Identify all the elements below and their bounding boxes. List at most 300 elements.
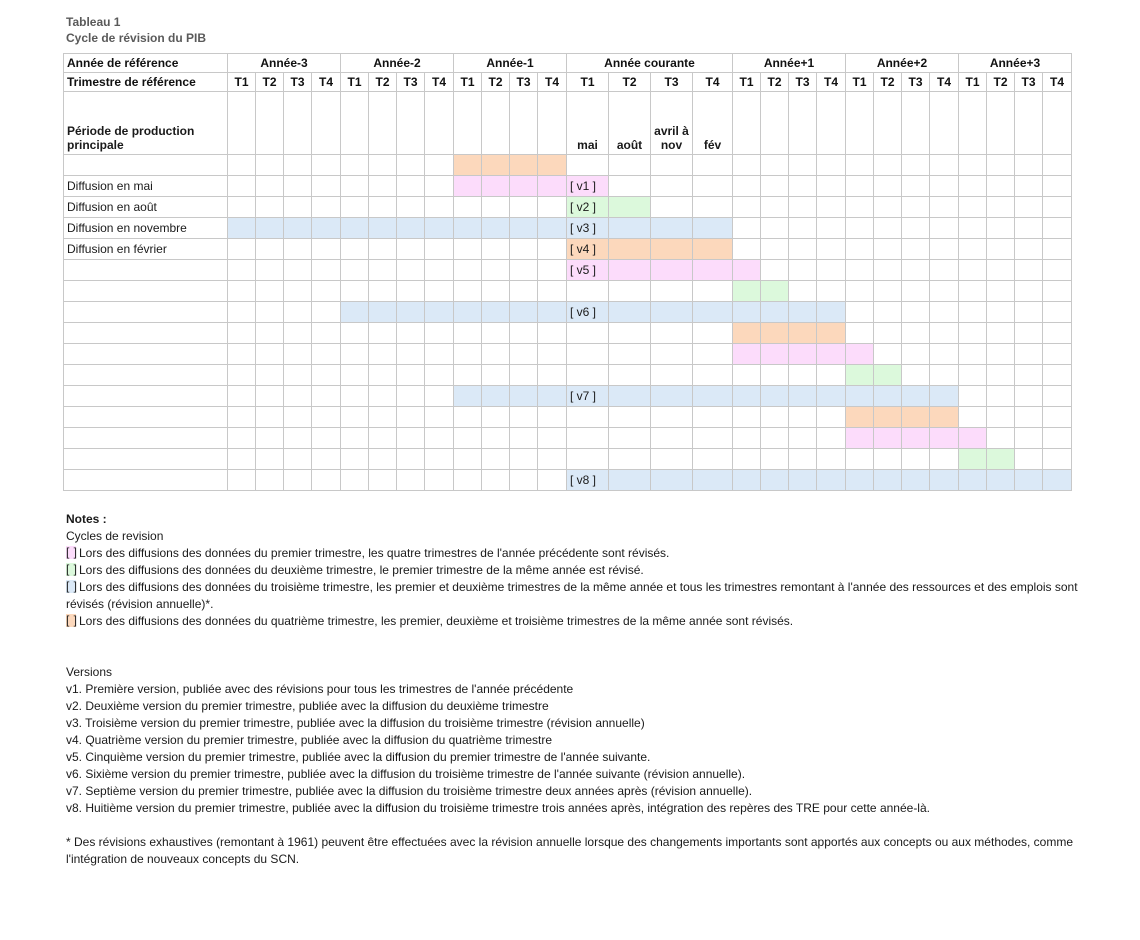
grid-cell: [369, 428, 397, 449]
grid-cell: [312, 260, 341, 281]
grid-cell: [510, 197, 538, 218]
grid-cell: [987, 197, 1015, 218]
grid-cell: [482, 218, 510, 239]
grid-cell: [538, 428, 567, 449]
grid-cell: [425, 155, 454, 176]
grid-cell: [902, 407, 930, 428]
grid-cell: [609, 449, 651, 470]
grid-cell: [959, 323, 987, 344]
quarter-header: T2: [874, 73, 902, 92]
grid-cell: [284, 176, 312, 197]
grid-cell: [902, 239, 930, 260]
production-cell: avril à nov: [651, 92, 693, 155]
grid-cell: [930, 449, 959, 470]
quarter-header-row: [64, 73, 1072, 92]
grid-cell: [651, 365, 693, 386]
grid-cell: [256, 386, 284, 407]
grid-cell: [425, 344, 454, 365]
grid-cell: [284, 407, 312, 428]
grid-cell: [693, 470, 733, 491]
grid-cell: [987, 449, 1015, 470]
grid-cell: [397, 470, 425, 491]
grid-cell: [761, 281, 789, 302]
production-cell: [1043, 92, 1072, 155]
grid-cell: [538, 344, 567, 365]
grid-cell: [651, 302, 693, 323]
grid-cell: [987, 218, 1015, 239]
grid-cell: [312, 281, 341, 302]
grid-cell: [761, 365, 789, 386]
grid-cell: [930, 197, 959, 218]
grid-cell: [609, 470, 651, 491]
grid-cell: [397, 449, 425, 470]
production-cell: mai: [567, 92, 609, 155]
grid-cell: [817, 386, 846, 407]
grid-cell: [1043, 302, 1072, 323]
grid-cell: [902, 386, 930, 407]
grid-cell: [1015, 407, 1043, 428]
grid-cell: [341, 323, 369, 344]
grid-cell: [733, 323, 761, 344]
grid-cell: [761, 302, 789, 323]
grid-cell: [789, 407, 817, 428]
grid-cell: [761, 470, 789, 491]
grid-cell: [256, 449, 284, 470]
grid-cell: [817, 155, 846, 176]
table-row: [64, 176, 1072, 197]
grid-cell: [397, 197, 425, 218]
grid-cell: [1043, 470, 1072, 491]
grid-cell: [312, 470, 341, 491]
grid-cell: [1015, 239, 1043, 260]
grid-cell: [817, 407, 846, 428]
grid-cell: [651, 428, 693, 449]
grid-cell: [312, 449, 341, 470]
grid-cell: [651, 176, 693, 197]
grid-cell: [733, 197, 761, 218]
grid-cell: [341, 155, 369, 176]
grid-cell: [538, 218, 567, 239]
grid-cell: [761, 197, 789, 218]
grid-cell: [609, 176, 651, 197]
production-cell: [761, 92, 789, 155]
grid-cell: [930, 218, 959, 239]
grid-cell: [846, 470, 874, 491]
cycle-note-text: Lors des diffusions des données du quatrième trimestre, les premier, deuxième et troisième trimestres de la même année sont révisés.: [79, 614, 794, 628]
grid-cell: [846, 344, 874, 365]
quarter-header: T3: [651, 73, 693, 92]
grid-cell: [482, 302, 510, 323]
revision-cycle-table: [63, 53, 1072, 491]
grid-cell: [846, 176, 874, 197]
grid-cell: [846, 239, 874, 260]
grid-cell: [369, 386, 397, 407]
grid-cell: [397, 302, 425, 323]
grid-cell: [1043, 323, 1072, 344]
grid-cell: [1043, 344, 1072, 365]
grid-cell: [454, 197, 482, 218]
grid-cell: [693, 260, 733, 281]
version-note: v1. Première version, publiée avec des révisions pour tous les trimestres de l'année précédente: [66, 682, 574, 696]
grid-cell: [454, 218, 482, 239]
grid-cell: [987, 407, 1015, 428]
grid-cell: [693, 302, 733, 323]
grid-cell: [609, 302, 651, 323]
grid-cell: [846, 155, 874, 176]
grid-cell: [846, 302, 874, 323]
grid-cell: [817, 428, 846, 449]
grid-cell: [959, 155, 987, 176]
grid-cell: [482, 428, 510, 449]
grid-cell: [369, 302, 397, 323]
grid-cell: [651, 470, 693, 491]
grid-cell: [284, 365, 312, 386]
version-cell: [ v8 ]: [567, 470, 609, 491]
grid-cell: [609, 365, 651, 386]
grid-cell: [846, 197, 874, 218]
grid-cell: [425, 281, 454, 302]
row-label: Diffusion en août: [64, 197, 228, 218]
table-caption-title: Cycle de révision du PIB: [66, 31, 207, 45]
grid-cell: [397, 155, 425, 176]
grid-cell: [369, 449, 397, 470]
grid-cell: [987, 281, 1015, 302]
grid-cell: [369, 281, 397, 302]
grid-cell: [846, 428, 874, 449]
grid-cell: [312, 197, 341, 218]
grid-cell: [284, 260, 312, 281]
grid-cell: [228, 239, 256, 260]
grid-cell: [397, 176, 425, 197]
year-header: Année-2: [341, 54, 454, 73]
grid-cell: [454, 428, 482, 449]
grid-cell: [733, 428, 761, 449]
grid-cell: [538, 155, 567, 176]
grid-cell: [284, 449, 312, 470]
year-header: Année courante: [567, 54, 733, 73]
version-note: v4. Quatrième version du premier trimestre, publiée avec la diffusion du quatrième trimestre: [66, 733, 552, 747]
grid-cell: [341, 176, 369, 197]
grid-cell: [930, 260, 959, 281]
grid-cell: [1015, 155, 1043, 176]
year-label: Année de référence: [64, 54, 228, 73]
grid-cell: [1015, 302, 1043, 323]
cycles-title: Cycles de revision: [66, 529, 164, 543]
grid-cell: [454, 260, 482, 281]
grid-cell: [733, 155, 761, 176]
table-row: [64, 386, 1072, 407]
grid-cell: [609, 260, 651, 281]
grid-cell: [693, 428, 733, 449]
grid-cell: [510, 281, 538, 302]
grid-cell: [1043, 449, 1072, 470]
quarter-header: T1: [846, 73, 874, 92]
table-row: [64, 218, 1072, 239]
grid-cell: [733, 302, 761, 323]
grid-cell: [1043, 197, 1072, 218]
grid-cell: [284, 155, 312, 176]
grid-cell: [312, 302, 341, 323]
grid-cell: [846, 281, 874, 302]
grid-cell: [733, 386, 761, 407]
production-cell: [256, 92, 284, 155]
grid-cell: [959, 176, 987, 197]
grid-cell: [789, 281, 817, 302]
grid-cell: [256, 260, 284, 281]
grid-cell: [228, 344, 256, 365]
grid-cell: [733, 449, 761, 470]
grid-cell: [651, 344, 693, 365]
grid-cell: [987, 155, 1015, 176]
grid-cell: [959, 302, 987, 323]
grid-cell: [817, 470, 846, 491]
year-header: Année-1: [454, 54, 567, 73]
grid-cell: [874, 386, 902, 407]
table-row: [64, 260, 1072, 281]
grid-cell: [425, 218, 454, 239]
grid-cell: [874, 281, 902, 302]
grid-cell: [874, 239, 902, 260]
grid-cell: [874, 260, 902, 281]
grid-cell: [1015, 260, 1043, 281]
grid-cell: [482, 365, 510, 386]
grid-cell: [228, 323, 256, 344]
row-label: [64, 155, 228, 176]
grid-cell: [1043, 260, 1072, 281]
quarter-header: T4: [1043, 73, 1072, 92]
grid-cell: [902, 218, 930, 239]
grid-cell: [510, 302, 538, 323]
grid-cell: [609, 197, 651, 218]
grid-cell: [482, 176, 510, 197]
grid-cell: [761, 239, 789, 260]
grid-cell: [789, 365, 817, 386]
version-cell: [567, 365, 609, 386]
grid-cell: [256, 197, 284, 218]
grid-cell: [817, 260, 846, 281]
grid-cell: [959, 449, 987, 470]
version-cell: [567, 155, 609, 176]
grid-cell: [425, 428, 454, 449]
grid-cell: [761, 155, 789, 176]
production-cell: [425, 92, 454, 155]
grid-cell: [609, 386, 651, 407]
grid-cell: [846, 260, 874, 281]
quarter-header: T1: [567, 73, 609, 92]
grid-cell: [959, 470, 987, 491]
row-label: [64, 344, 228, 365]
grid-cell: [369, 344, 397, 365]
grid-cell: [987, 239, 1015, 260]
notes-title: Notes :: [66, 512, 107, 526]
grid-cell: [1015, 428, 1043, 449]
grid-cell: [312, 386, 341, 407]
grid-cell: [369, 155, 397, 176]
grid-cell: [651, 281, 693, 302]
row-label: [64, 260, 228, 281]
grid-cell: [510, 239, 538, 260]
grid-cell: [902, 323, 930, 344]
grid-cell: [902, 302, 930, 323]
pink-swatch: [66, 546, 76, 559]
version-cell: [567, 281, 609, 302]
grid-cell: [397, 323, 425, 344]
grid-cell: [817, 218, 846, 239]
grid-cell: [228, 281, 256, 302]
grid-cell: [369, 365, 397, 386]
grid-cell: [341, 344, 369, 365]
version-cell: [567, 449, 609, 470]
cycle-note-q2: [66, 562, 1086, 579]
cycle-note-q3: [66, 579, 1086, 613]
grid-cell: [341, 407, 369, 428]
grid-cell: [341, 365, 369, 386]
production-cell: [397, 92, 425, 155]
quarter-header: T3: [510, 73, 538, 92]
production-cell: [510, 92, 538, 155]
grid-cell: [510, 260, 538, 281]
grid-cell: [312, 344, 341, 365]
version-note: v7. Septième version du premier trimestre, publiée avec la diffusion du troisième trimestre deux années après (révision annuelle).: [66, 784, 753, 798]
grid-cell: [1043, 218, 1072, 239]
grid-cell: [284, 344, 312, 365]
grid-cell: [761, 386, 789, 407]
grid-cell: [284, 197, 312, 218]
grid-cell: [256, 407, 284, 428]
table-row: [64, 407, 1072, 428]
cycle-note-text: Lors des diffusions des données du deuxième trimestre, le premier trimestre de la même année est révisé.: [79, 563, 644, 577]
grid-cell: [609, 155, 651, 176]
grid-cell: [397, 365, 425, 386]
grid-cell: [482, 239, 510, 260]
version-cell: [567, 323, 609, 344]
grid-cell: [789, 155, 817, 176]
grid-cell: [256, 470, 284, 491]
grid-cell: [341, 386, 369, 407]
grid-cell: [510, 218, 538, 239]
grid-cell: [284, 386, 312, 407]
row-label: [64, 365, 228, 386]
grid-cell: [761, 449, 789, 470]
grid-cell: [425, 407, 454, 428]
quarter-header: T2: [761, 73, 789, 92]
production-cell: fév: [693, 92, 733, 155]
grid-cell: [789, 323, 817, 344]
grid-cell: [510, 386, 538, 407]
grid-cell: [930, 281, 959, 302]
grid-cell: [454, 407, 482, 428]
grid-cell: [609, 281, 651, 302]
grid-cell: [817, 176, 846, 197]
grid-cell: [454, 344, 482, 365]
grid-cell: [228, 260, 256, 281]
grid-cell: [789, 197, 817, 218]
grid-cell: [959, 197, 987, 218]
grid-cell: [874, 344, 902, 365]
quarter-header: T1: [454, 73, 482, 92]
grid-cell: [817, 281, 846, 302]
grid-cell: [284, 428, 312, 449]
grid-cell: [312, 155, 341, 176]
grid-cell: [397, 386, 425, 407]
grid-cell: [987, 386, 1015, 407]
grid-cell: [454, 449, 482, 470]
grid-cell: [987, 260, 1015, 281]
grid-cell: [256, 155, 284, 176]
table-row: [64, 344, 1072, 365]
production-cell: [987, 92, 1015, 155]
grid-cell: [482, 155, 510, 176]
version-cell: [ v4 ]: [567, 239, 609, 260]
grid-cell: [425, 449, 454, 470]
grid-cell: [874, 176, 902, 197]
grid-cell: [256, 239, 284, 260]
grid-cell: [341, 281, 369, 302]
grid-cell: [510, 365, 538, 386]
grid-cell: [1015, 365, 1043, 386]
year-header: Année+2: [846, 54, 959, 73]
production-cell: [789, 92, 817, 155]
grid-cell: [789, 470, 817, 491]
grid-cell: [987, 344, 1015, 365]
grid-cell: [341, 470, 369, 491]
grid-cell: [538, 365, 567, 386]
grid-cell: [651, 218, 693, 239]
grid-cell: [761, 260, 789, 281]
grid-cell: [482, 470, 510, 491]
grid-cell: [733, 344, 761, 365]
grid-cell: [397, 281, 425, 302]
grid-cell: [733, 239, 761, 260]
grid-cell: [902, 428, 930, 449]
grid-cell: [510, 323, 538, 344]
grid-cell: [425, 176, 454, 197]
table-caption-number: Tableau 1: [66, 15, 121, 29]
grid-cell: [454, 176, 482, 197]
quarter-header: T4: [930, 73, 959, 92]
grid-cell: [397, 260, 425, 281]
grid-cell: [1043, 407, 1072, 428]
table-row: [64, 323, 1072, 344]
quarter-header: T2: [609, 73, 651, 92]
period-label: Période de production principale: [64, 92, 228, 155]
grid-cell: [1015, 449, 1043, 470]
grid-cell: [959, 344, 987, 365]
green-swatch: [66, 563, 76, 576]
grid-cell: [341, 302, 369, 323]
grid-cell: [312, 218, 341, 239]
grid-cell: [284, 281, 312, 302]
grid-cell: [789, 428, 817, 449]
grid-cell: [930, 302, 959, 323]
grid-cell: [733, 407, 761, 428]
quarter-header: T3: [902, 73, 930, 92]
grid-cell: [874, 449, 902, 470]
grid-cell: [761, 218, 789, 239]
quarter-header: T1: [733, 73, 761, 92]
grid-cell: [733, 260, 761, 281]
grid-cell: [846, 218, 874, 239]
grid-cell: [482, 386, 510, 407]
production-cell: [482, 92, 510, 155]
grid-cell: [1015, 218, 1043, 239]
row-label: Diffusion en février: [64, 239, 228, 260]
production-cell: [733, 92, 761, 155]
grid-cell: [312, 407, 341, 428]
row-label: [64, 386, 228, 407]
grid-cell: [874, 218, 902, 239]
quarter-header: T4: [693, 73, 733, 92]
